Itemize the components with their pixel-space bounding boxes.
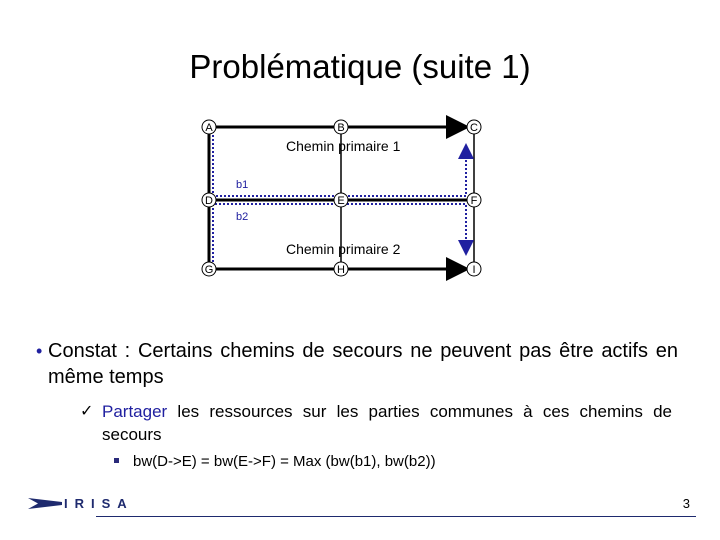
footer-divider	[96, 516, 696, 517]
bullet-subsub	[133, 453, 436, 470]
page-number: 3	[682, 496, 690, 511]
node-e-label: E	[337, 195, 345, 207]
node-c-label: C	[470, 122, 478, 134]
node-i-label: I	[472, 264, 476, 276]
node-d-label: D	[205, 195, 213, 207]
bullet-sub-highlight: Partager	[102, 402, 168, 421]
bullet-main-text: Constat : Certains chemins de secours ne peuvent pas être actifs en même temps	[48, 340, 678, 388]
bullet-dot-icon: •	[36, 341, 43, 361]
node-f-label: F	[470, 195, 478, 207]
label-b2: b2	[236, 211, 249, 223]
bullet-main	[36, 338, 678, 390]
bullet-sub	[80, 400, 672, 446]
bullet-subsub-text: bw(D->E) = bw(E->F) = Max (bw(b1), bw(b2))	[133, 453, 436, 470]
label-b1: b1	[236, 179, 249, 191]
checkmark-icon: ✓	[80, 403, 94, 420]
irisa-logo-text: IRISA	[64, 496, 134, 511]
label-path-2: Chemin primaire 2	[286, 241, 401, 257]
irisa-logo-icon	[28, 492, 64, 514]
bullet-sub-text: les ressources sur les parties communes à ces chemins de secours	[102, 402, 672, 444]
node-a-label: A	[205, 122, 213, 134]
node-h-label: H	[337, 264, 345, 276]
label-path-1: Chemin primaire 1	[286, 138, 401, 154]
node-b-label: B	[337, 122, 345, 134]
slide-title: Problématique (suite 1)	[189, 48, 531, 85]
node-g-label: G	[204, 264, 214, 276]
square-bullet-icon	[114, 458, 119, 463]
